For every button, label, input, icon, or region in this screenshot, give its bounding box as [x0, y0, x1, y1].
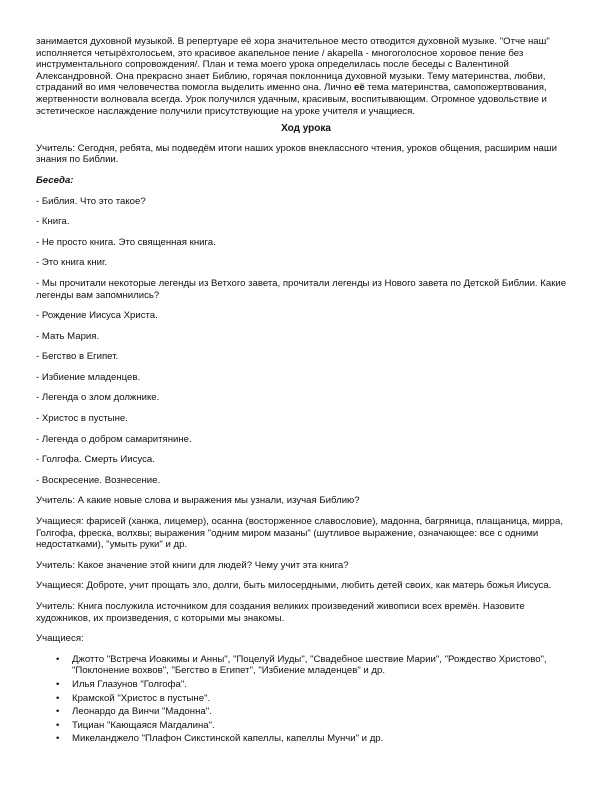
intro-text-after: тема материнства, самопожертвования, жертвенности волновала всегда. Урок получился удачным, красивым, воспитывающим. Огромное удовольствие и эстетическое наслаждение получили присутствующие на уроке учителя и учащиеся.	[36, 82, 547, 117]
artist-text: Леонардо да Винчи "Мадонна".	[72, 706, 212, 718]
artist-item	[36, 706, 576, 718]
artists-list	[36, 654, 576, 745]
bullet-icon: •	[56, 653, 60, 665]
exchange-line: Учитель: Книга послужила источником для создания великих произведений живописи всех времён. Назовите художников, их произведения, с которыми мы знакомы.	[36, 601, 525, 624]
dialogue-list	[36, 196, 576, 487]
dialogue-line: - Мы прочитали некоторые легенды из Ветхого завета, прочитали легенды из Нового завета по Детской Библии. Какие легенды вам запомнились?	[36, 277, 567, 301]
dialogue-line: - Бегство в Египет.	[36, 351, 119, 363]
dialogue-line: - Избиение младенцев.	[36, 371, 141, 383]
dialogue-line: - Рождение Иисуса Христа.	[36, 310, 158, 322]
dialogue-line: - Легенда о злом должнике.	[36, 392, 160, 404]
teacher-opening: Учитель: Сегодня, ребята, мы подведём итоги наших уроков внеклассного чтения, уроков общения, расширим наши знания по Библии.	[36, 142, 557, 166]
dialogue-line: - Мать Мария.	[36, 330, 100, 342]
dialogue-line: - Это книга книг.	[36, 257, 108, 269]
intro-text-before: занимается духовной музыкой. В репертуаре её хора значительное место отводится духовной музыке. "Отче наш" исполняется четырёхголосьем, это красивое акапельное пение / akapella - многоголосное хоровое пение без инструментального сопровождения/. План и тема моего урока определилась после беседы с Валентиной Александровной. Она прекрасно знает Библию, горячая поклонница духовной музыки. Тему материнства, любви, страданий во имя человечества помогла выделить именно она. Лично	[36, 36, 550, 94]
dialogue-line: - Не просто книга. Это священная книга.	[36, 236, 216, 248]
exchange-list	[36, 495, 576, 644]
dialogue-line: - Голгофа. Смерть Иисуса.	[36, 454, 155, 466]
dialogue-line: - Легенда о добром самаритянине.	[36, 433, 192, 445]
artist-item	[36, 654, 576, 677]
bullet-icon: •	[56, 678, 60, 690]
artist-text: Тициан "Кающаяся Магдалина".	[72, 719, 215, 731]
exchange-line: Учитель: А какие новые слова и выражения мы узнали, изучая Библию?	[36, 495, 360, 507]
artist-item	[36, 733, 576, 745]
artist-text: Илья Глазунов "Голгофа".	[72, 678, 187, 690]
artist-item	[36, 693, 576, 705]
section-heading: Ход урока	[281, 123, 331, 135]
bullet-icon: •	[56, 706, 60, 718]
exchange-line: Учащиеся:	[36, 633, 84, 645]
artist-item	[36, 679, 576, 691]
intro-emphasis: её	[353, 82, 365, 94]
dialogue-line: - Христос в пустыне.	[36, 413, 128, 425]
artist-item	[36, 720, 576, 732]
dialogue-line: - Воскресение. Вознесение.	[36, 474, 161, 486]
artist-text: Микеланджело "Плафон Сикстинской капеллы, капеллы Мунчи" и др.	[72, 733, 384, 745]
artist-text: Джотто "Встреча Иоакимы и Анны", "Поцелуй Иуды", "Свадебное шествие Марии", "Рождество Христово", "Поклонение вохвов", "Бегство в Египет", "Избиение младенцев" и др.	[72, 653, 547, 677]
intro-paragraph	[36, 36, 576, 117]
dialogue-line: - Книга.	[36, 216, 70, 228]
exchange-line: Учащиеся: фарисей (ханжа, лицемер), осанна (восторженное славословие), мадонна, багряница, плащаница, мирра, Голгофа, фреска, волхвы; выражения "одним миром мазаны" (шутливое выражение, означающее: все с одними недостатками), "умыть руки" и др.	[36, 516, 564, 551]
bullet-icon: •	[56, 719, 60, 731]
artist-text: Крамской "Христос в пустыне".	[72, 692, 211, 704]
dialogue-line: - Библия. Что это такое?	[36, 195, 146, 207]
exchange-line: Учитель: Какое значение этой книги для людей? Чему учит эта книга?	[36, 559, 349, 571]
bullet-icon: •	[56, 692, 60, 704]
conversation-label: Беседа:	[36, 174, 74, 186]
exchange-line: Учащиеся: Доброте, учит прощать зло, долги, быть милосердными, любить детей своих, как матерь божья Иисуса.	[36, 580, 552, 592]
bullet-icon: •	[56, 733, 60, 745]
